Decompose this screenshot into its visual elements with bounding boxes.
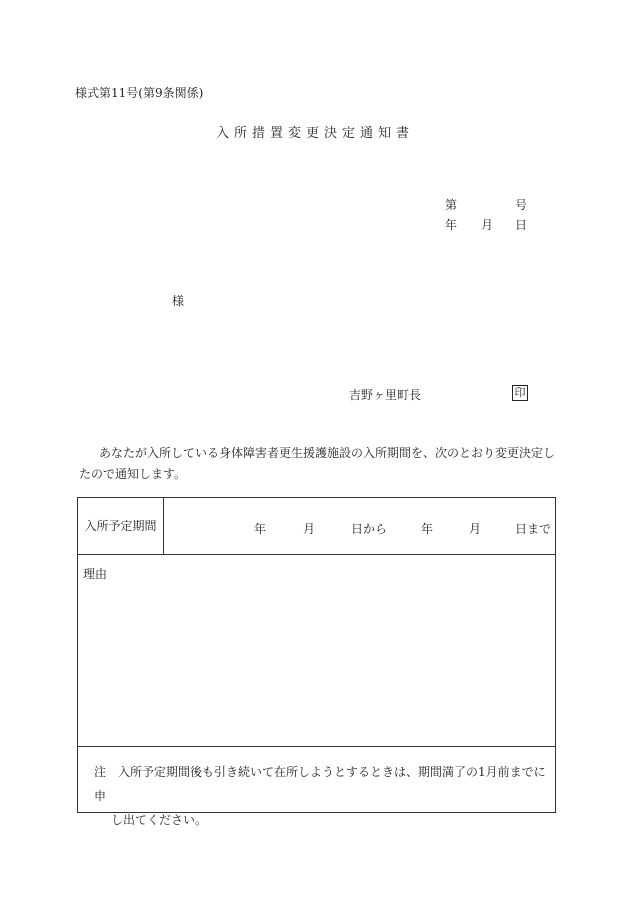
reason-row	[78, 555, 555, 747]
reason-label: 理由	[83, 567, 108, 581]
period-from-day: 日から	[351, 522, 388, 536]
period-from-year: 年	[254, 522, 267, 536]
note-line-1: 注 入所予定期間後も引き続いて在所しようとするときは、期間満了の1月前までに申	[94, 765, 546, 803]
period-label: 入所予定期間	[78, 498, 164, 554]
issuer-name: 吉野ヶ里町長	[349, 388, 422, 402]
period-to-year: 年	[421, 522, 434, 536]
form-number: 様式第11号(第9条関係)	[75, 86, 204, 100]
period-row	[78, 498, 555, 555]
document-title: 入所措置変更決定通知書	[215, 126, 414, 141]
seal-mark: 印	[512, 385, 528, 401]
notice-body: あなたが入所している身体障害者更生援護施設の入所期間を、次のとおり変更決定したので通知します。	[79, 446, 556, 481]
doc-number-prefix: 第	[445, 198, 458, 212]
recipient-honorific: 様	[172, 294, 185, 308]
issue-date-month: 月	[481, 218, 494, 232]
period-to-month: 月	[469, 522, 482, 536]
doc-number-suffix: 号	[515, 198, 528, 212]
issue-date-year: 年	[445, 218, 458, 232]
period-from-month: 月	[303, 522, 316, 536]
note	[94, 760, 554, 832]
note-line-2: し出てください。	[111, 813, 208, 827]
period-to-day: 日まで	[515, 522, 552, 536]
change-details-table	[77, 497, 556, 827]
issue-date-day: 日	[515, 218, 528, 232]
